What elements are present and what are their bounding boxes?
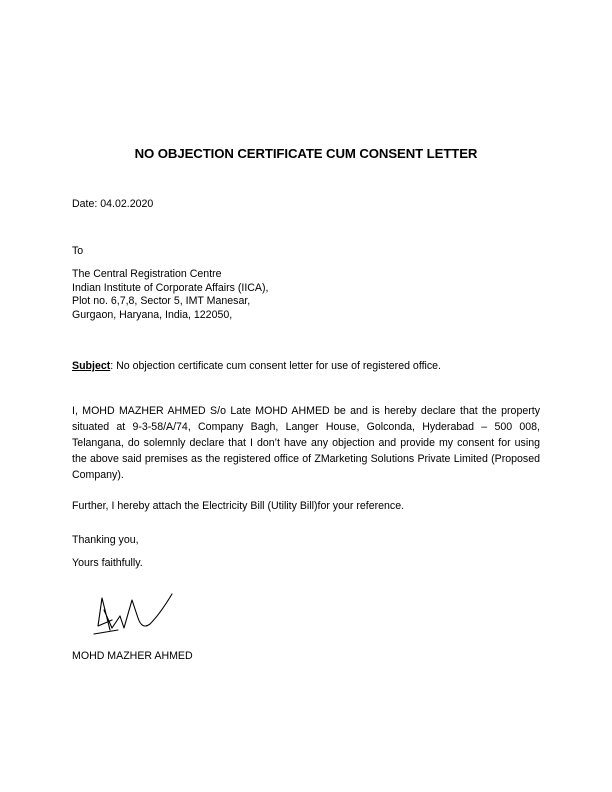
recipient-line-4: Gurgaon, Haryana, India, 122050, <box>72 308 233 321</box>
subject-label: Subject <box>72 360 111 372</box>
attachment-paragraph: Further, I hereby attach the Electricity Bill (Utility Bill)for your reference. <box>72 500 405 512</box>
recipient-address <box>72 268 268 322</box>
recipient-line-3: Plot no. 6,7,8, Sector 5, IMT Manesar, <box>72 295 251 307</box>
document-title: NO OBJECTION CERTIFICATE CUM CONSENT LETTER <box>134 146 478 161</box>
recipient-line-2: Indian Institute of Corporate Affairs (IICA), <box>72 281 269 294</box>
subject-text: : No objection certificate cum consent letter for use of registered office. <box>110 360 441 372</box>
letter-date: Date: 04.02.2020 <box>72 198 154 210</box>
recipient-line-1: The Central Registration Centre <box>72 268 222 280</box>
salutation-to: To <box>72 245 84 257</box>
signature-icon <box>90 590 180 643</box>
thanking-line: Thanking you, <box>72 534 139 546</box>
subject-line <box>72 360 441 372</box>
closing-line: Yours faithfully. <box>72 557 143 569</box>
declaration-paragraph: I, MOHD MAZHER AHMED S/o Late MOHD AHMED be and is hereby declare that the property situated at 9-3-58/A/74, Company Bagh, Langer House, Golconda, Hyderabad – 500 008, Telangana, do solemnly declare that I don’t have any objection and provide my consent for using the above said premises as the registered office of ZMarketing Solutions Private Limited (Proposed Company). <box>72 405 540 481</box>
signatory-name: MOHD MAZHER AHMED <box>72 650 193 662</box>
